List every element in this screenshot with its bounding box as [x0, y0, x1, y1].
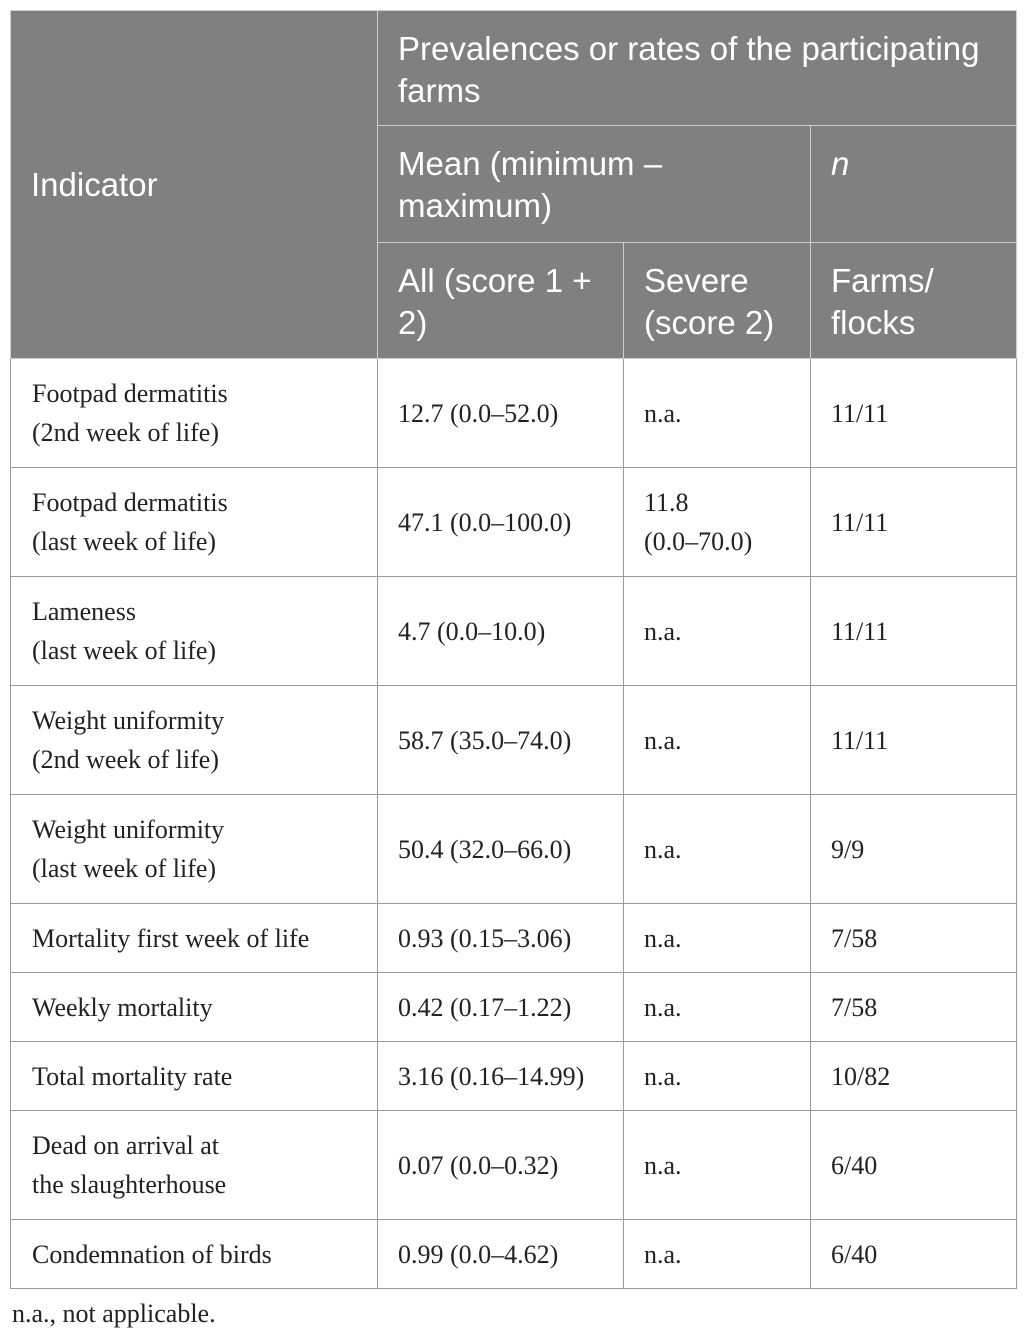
severe-cell: n.a.: [624, 359, 811, 468]
severe-cell: n.a.: [624, 1220, 811, 1289]
mean-column-header: Mean (minimum – maximum): [378, 126, 811, 243]
all-cell: 50.4 (32.0–66.0): [378, 795, 624, 904]
indicator-cell: Weight uniformity (last week of life): [11, 795, 378, 904]
table-row: [11, 795, 1017, 904]
table-row: [11, 1220, 1017, 1289]
table-row: [11, 904, 1017, 973]
severe-cell: n.a.: [624, 686, 811, 795]
severe-cell: n.a.: [624, 795, 811, 904]
n-cell: 9/9: [811, 795, 1017, 904]
indicator-cell: Condemnation of birds: [11, 1220, 378, 1289]
table-footnote: n.a., not applicable.: [12, 1299, 216, 1328]
table-body: [11, 359, 1017, 1289]
table-header: [11, 11, 1017, 359]
severe-column-header: Severe (score 2): [624, 243, 811, 359]
severe-cell: n.a.: [624, 973, 811, 1042]
n-cell: 11/11: [811, 359, 1017, 468]
severe-cell: n.a.: [624, 904, 811, 973]
indicator-cell: Mortality first week of life: [11, 904, 378, 973]
indicator-table: [10, 10, 1017, 1289]
n-cell: 11/11: [811, 468, 1017, 577]
severe-cell: n.a.: [624, 1111, 811, 1220]
all-cell: 0.07 (0.0–0.32): [378, 1111, 624, 1220]
severe-cell: n.a.: [624, 1042, 811, 1111]
all-cell: 0.99 (0.0–4.62): [378, 1220, 624, 1289]
n-column-header: n: [811, 126, 1017, 243]
indicator-cell: Footpad dermatitis (2nd week of life): [11, 359, 378, 468]
all-cell: 0.93 (0.15–3.06): [378, 904, 624, 973]
n-cell: 7/58: [811, 973, 1017, 1042]
indicator-cell: Weekly mortality: [11, 973, 378, 1042]
group-column-header: Prevalences or rates of the participating farms: [378, 11, 1017, 126]
table-row: [11, 686, 1017, 795]
table-row: [11, 359, 1017, 468]
n-cell: 6/40: [811, 1220, 1017, 1289]
indicator-cell: Footpad dermatitis (last week of life): [11, 468, 378, 577]
table-row: [11, 973, 1017, 1042]
table-row: [11, 1111, 1017, 1220]
severe-cell: n.a.: [624, 577, 811, 686]
indicator-cell: Total mortality rate: [11, 1042, 378, 1111]
n-cell: 6/40: [811, 1111, 1017, 1220]
table-row: [11, 468, 1017, 577]
all-cell: 47.1 (0.0–100.0): [378, 468, 624, 577]
all-cell: 58.7 (35.0–74.0): [378, 686, 624, 795]
all-cell: 12.7 (0.0–52.0): [378, 359, 624, 468]
all-cell: 0.42 (0.17–1.22): [378, 973, 624, 1042]
indicator-column-header: Indicator: [11, 11, 378, 359]
n-cell: 7/58: [811, 904, 1017, 973]
n-cell: 11/11: [811, 686, 1017, 795]
n-cell: 11/11: [811, 577, 1017, 686]
farms-column-header: Farms/ flocks: [811, 243, 1017, 359]
indicator-cell: Weight uniformity (2nd week of life): [11, 686, 378, 795]
all-cell: 3.16 (0.16–14.99): [378, 1042, 624, 1111]
all-column-header: All (score 1 + 2): [378, 243, 624, 359]
table-row: [11, 1042, 1017, 1111]
indicator-cell: Lameness (last week of life): [11, 577, 378, 686]
indicator-cell: Dead on arrival at the slaughterhouse: [11, 1111, 378, 1220]
n-cell: 10/82: [811, 1042, 1017, 1111]
severe-cell: 11.8 (0.0–70.0): [624, 468, 811, 577]
all-cell: 4.7 (0.0–10.0): [378, 577, 624, 686]
table-row: [11, 577, 1017, 686]
